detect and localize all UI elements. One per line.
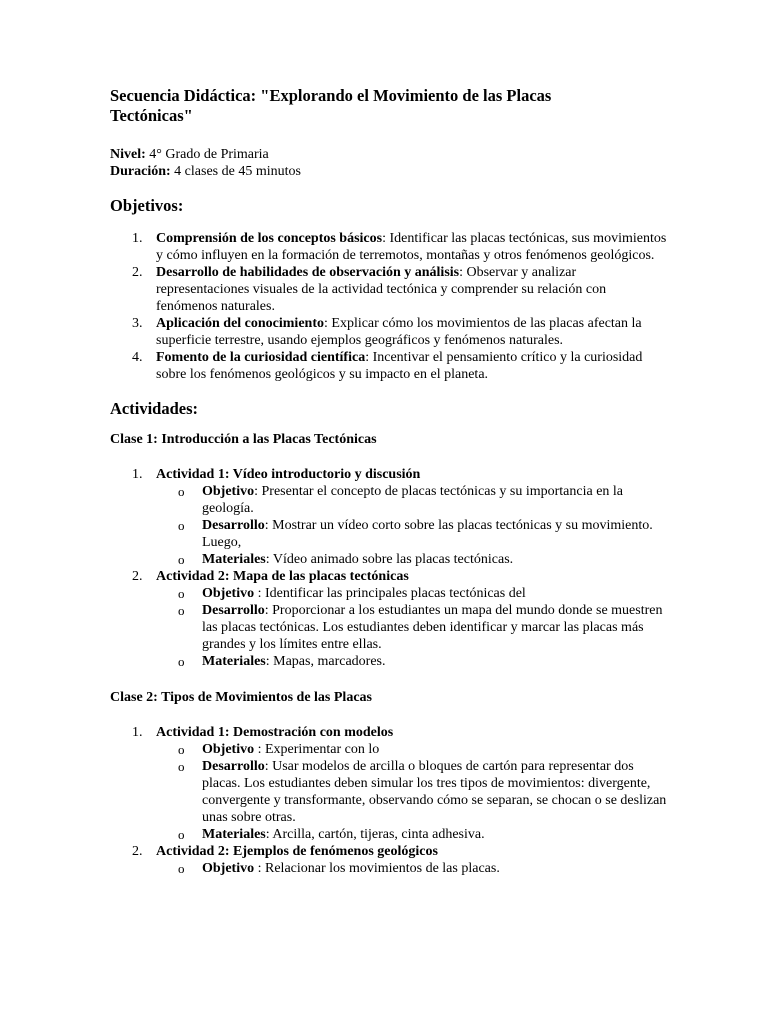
duration-value: 4 clases de 45 minutos — [170, 164, 301, 179]
detail-label: Desarrollo — [202, 518, 265, 533]
detail-item — [156, 860, 668, 877]
clase-heading: Clase 2: Tipos de Movimientos de las Placas — [110, 690, 372, 705]
detail-item — [156, 741, 668, 758]
list-number: 3. — [132, 316, 143, 331]
list-number: 2. — [132, 265, 143, 280]
objective-title: Fomento de la curiosidad científica — [156, 350, 366, 365]
detail-text: : Arcilla, cartón, tijeras, cinta adhesiva. — [265, 827, 485, 842]
activity-details — [156, 483, 668, 568]
objective-item — [110, 264, 668, 315]
objective-text: : Explicar cómo los movimientos de las placas afectan la superficie terrestre, usando ejemplos geográficos y fenómenos naturales. — [156, 316, 642, 348]
bullet-marker: o — [178, 586, 185, 601]
objective-text: : Incentivar el pensamiento crítico y la curiosidad sobre los fenómenos geológicos y su impacto en el planeta. — [156, 350, 643, 382]
level-label: Nivel: — [110, 147, 146, 162]
activities-heading: Actividades: — [110, 399, 198, 418]
activity-title: Actividad 2: Mapa de las placas tectónicas — [156, 569, 409, 584]
objectives-heading: Objetivos: — [110, 196, 184, 215]
activity-title: Actividad 1: Vídeo introductorio y discusión — [156, 467, 421, 482]
objective-title: Comprensión de los conceptos básicos — [156, 231, 383, 246]
level-value: 4° Grado de Primaria — [145, 147, 269, 162]
activity-list — [110, 466, 668, 670]
list-number: 2. — [132, 844, 143, 859]
detail-item — [156, 585, 668, 602]
bullet-marker: o — [178, 654, 185, 669]
bullet-marker: o — [178, 742, 185, 757]
detail-text: : Proporcionar a los estudiantes un mapa del mundo donde se muestren las placas tectónicas. Los estudiantes deben identificar y marcar las placas más grandes y los límites entre ellas. — [202, 603, 663, 652]
detail-item — [156, 602, 668, 653]
activity-list — [110, 724, 668, 877]
list-number: 4. — [132, 350, 143, 365]
duration-line — [110, 163, 668, 180]
duration-label: Duración: — [110, 164, 171, 179]
bullet-marker: o — [178, 603, 185, 618]
activity-item — [110, 568, 668, 670]
bullet-marker: o — [178, 484, 185, 499]
objective-text: : Identificar las placas tectónicas, sus movimientos y cómo influyen en la formación de terremotos, montañas y otros fenómenos geológicos. — [156, 231, 667, 263]
detail-label: Desarrollo — [202, 759, 265, 774]
detail-text: : Usar modelos de arcilla o bloques de cartón para representar dos placas. Los estudiantes deben simular los tres tipos de movimientos: divergente, convergente y transformante, observando cómo se separan, se chocan o se deslizan unas sobre otras. — [202, 759, 667, 825]
detail-text: : Experimentar con lo — [254, 742, 380, 757]
detail-text: : Identificar las principales placas tectónicas del — [254, 586, 526, 601]
detail-text: : Vídeo animado sobre las placas tectónicas. — [265, 552, 514, 567]
detail-label: Materiales — [202, 827, 266, 842]
objectives-list — [110, 230, 668, 383]
detail-item — [156, 653, 668, 670]
activity-title: Actividad 2: Ejemplos de fenómenos geológicos — [156, 844, 438, 859]
list-number: 1. — [132, 467, 143, 482]
detail-item — [156, 517, 668, 551]
activity-item — [110, 843, 668, 877]
detail-item — [156, 758, 668, 826]
clase-heading: Clase 1: Introducción a las Placas Tectónicas — [110, 432, 377, 447]
detail-label: Objetivo — [202, 742, 255, 757]
bullet-marker: o — [178, 759, 185, 774]
detail-label: Objetivo — [202, 861, 255, 876]
detail-label: Materiales — [202, 654, 266, 669]
activity-item — [110, 466, 668, 568]
objective-item — [110, 230, 668, 264]
objective-title: Desarrollo de habilidades de observación y análisis — [156, 265, 460, 280]
detail-text: : Presentar el concepto de placas tectónicas y su importancia en la geología. — [202, 484, 624, 516]
list-number: 1. — [132, 725, 143, 740]
activity-item — [110, 724, 668, 843]
detail-text: : Mapas, marcadores. — [265, 654, 386, 669]
detail-text: : Relacionar los movimientos de las placas. — [254, 861, 500, 876]
detail-item — [156, 483, 668, 517]
activity-details — [156, 741, 668, 843]
detail-label: Materiales — [202, 552, 266, 567]
activity-details — [156, 860, 668, 877]
detail-text: : Mostrar un vídeo corto sobre las placas tectónicas y su movimiento. Luego, — [202, 518, 653, 550]
document-title: Secuencia Didáctica: "Explorando el Movimiento de las Placas Tectónicas" — [110, 86, 552, 125]
bullet-marker: o — [178, 827, 185, 842]
detail-item — [156, 826, 668, 843]
objective-item — [110, 349, 668, 383]
list-number: 2. — [132, 569, 143, 584]
bullet-marker: o — [178, 861, 185, 876]
bullet-marker: o — [178, 518, 185, 533]
list-number: 1. — [132, 231, 143, 246]
objective-title: Aplicación del conocimiento — [156, 316, 324, 331]
level-line — [110, 146, 668, 163]
detail-item — [156, 551, 668, 568]
bullet-marker: o — [178, 552, 185, 567]
detail-label: Desarrollo — [202, 603, 265, 618]
objective-item — [110, 315, 668, 349]
activity-title: Actividad 1: Demostración con modelos — [156, 725, 394, 740]
activity-details — [156, 585, 668, 670]
objective-text: : Observar y analizar representaciones visuales de la actividad tectónica y comprender su relación con fenómenos naturales. — [156, 265, 607, 314]
spacer — [110, 670, 668, 689]
detail-label: Objetivo — [202, 586, 255, 601]
detail-label: Objetivo — [202, 484, 255, 499]
